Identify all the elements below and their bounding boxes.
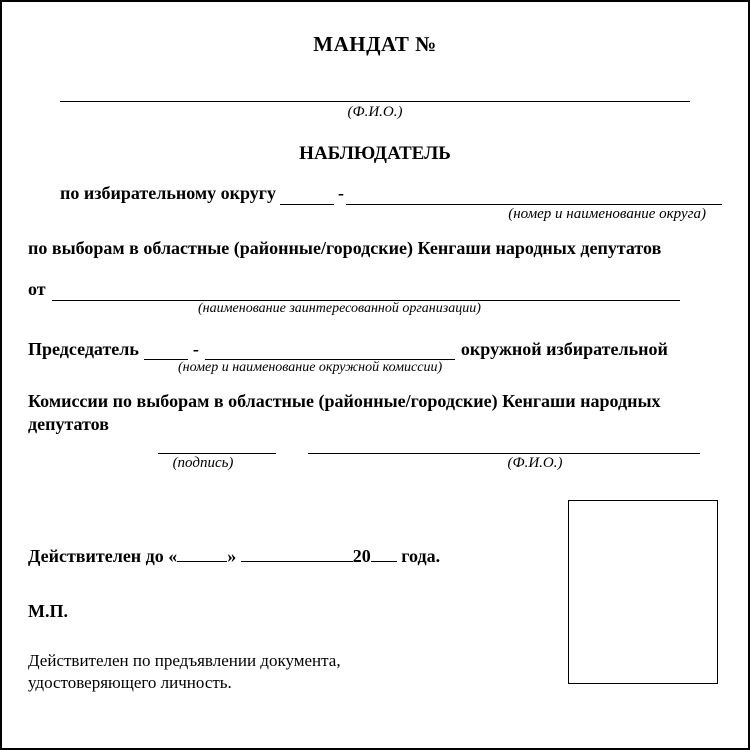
organization-caption: (наименование заинтересованной организации) [198, 300, 481, 316]
district-label: по избирательному округу [60, 183, 276, 203]
chairman-dash: - [192, 338, 199, 359]
role-heading: НАБЛЮДАТЕЛЬ [299, 143, 451, 164]
signer-fio-caption: (Ф.И.О.) [507, 454, 563, 471]
fio-caption: (Ф.И.О.) [347, 104, 403, 120]
valid-month-input[interactable] [241, 547, 353, 562]
footer-note-line-2: удостоверяющего личность. [28, 673, 232, 693]
valid-until-year: 20 [352, 545, 371, 566]
valid-until-suffix: года. [401, 545, 441, 566]
district-name-input[interactable] [346, 190, 722, 205]
elections-text: по выборам в областные (районные/городские) Кенгаши народных депутатов [28, 238, 662, 259]
commission-text: Комиссии по выборам в областные (районные/городские) Кенгаши народных депутатов [28, 390, 661, 435]
commission-name-input[interactable] [205, 345, 455, 360]
district-dash: - [337, 183, 344, 203]
signature-row [28, 439, 722, 454]
organization-row [28, 277, 722, 301]
document-body [2, 2, 748, 748]
fio-field-row [28, 101, 722, 121]
footer-note-line-1: Действителен по предъявлении документа, [28, 650, 341, 670]
stamp-placeholder-box [568, 500, 718, 684]
page-title: МАНДАТ № [313, 32, 437, 56]
organization-input[interactable] [52, 286, 680, 301]
district-caption: (номер и наименование округа) [508, 206, 706, 223]
chairman-label: Председатель [28, 338, 139, 359]
from-label: от [28, 278, 46, 299]
signature-caption: (подпись) [172, 454, 234, 471]
valid-until-quote-close: » [227, 545, 237, 566]
valid-year-input[interactable] [371, 547, 397, 562]
chairman-row [28, 339, 722, 360]
signer-fio-input[interactable] [308, 439, 700, 454]
district-row [28, 181, 722, 205]
district-number-input[interactable] [280, 190, 334, 205]
valid-until-prefix: Действителен до « [28, 545, 178, 566]
valid-day-input[interactable] [177, 547, 227, 562]
signature-input[interactable] [158, 439, 276, 454]
fio-input-line[interactable] [60, 101, 690, 102]
commission-caption: (номер и наименование окружной комиссии) [178, 359, 443, 375]
chairman-tail: окружной избирательной [460, 338, 668, 359]
signature-captions [28, 455, 722, 472]
commission-number-input[interactable] [144, 345, 188, 360]
stamp-label: М.П. [28, 600, 68, 621]
